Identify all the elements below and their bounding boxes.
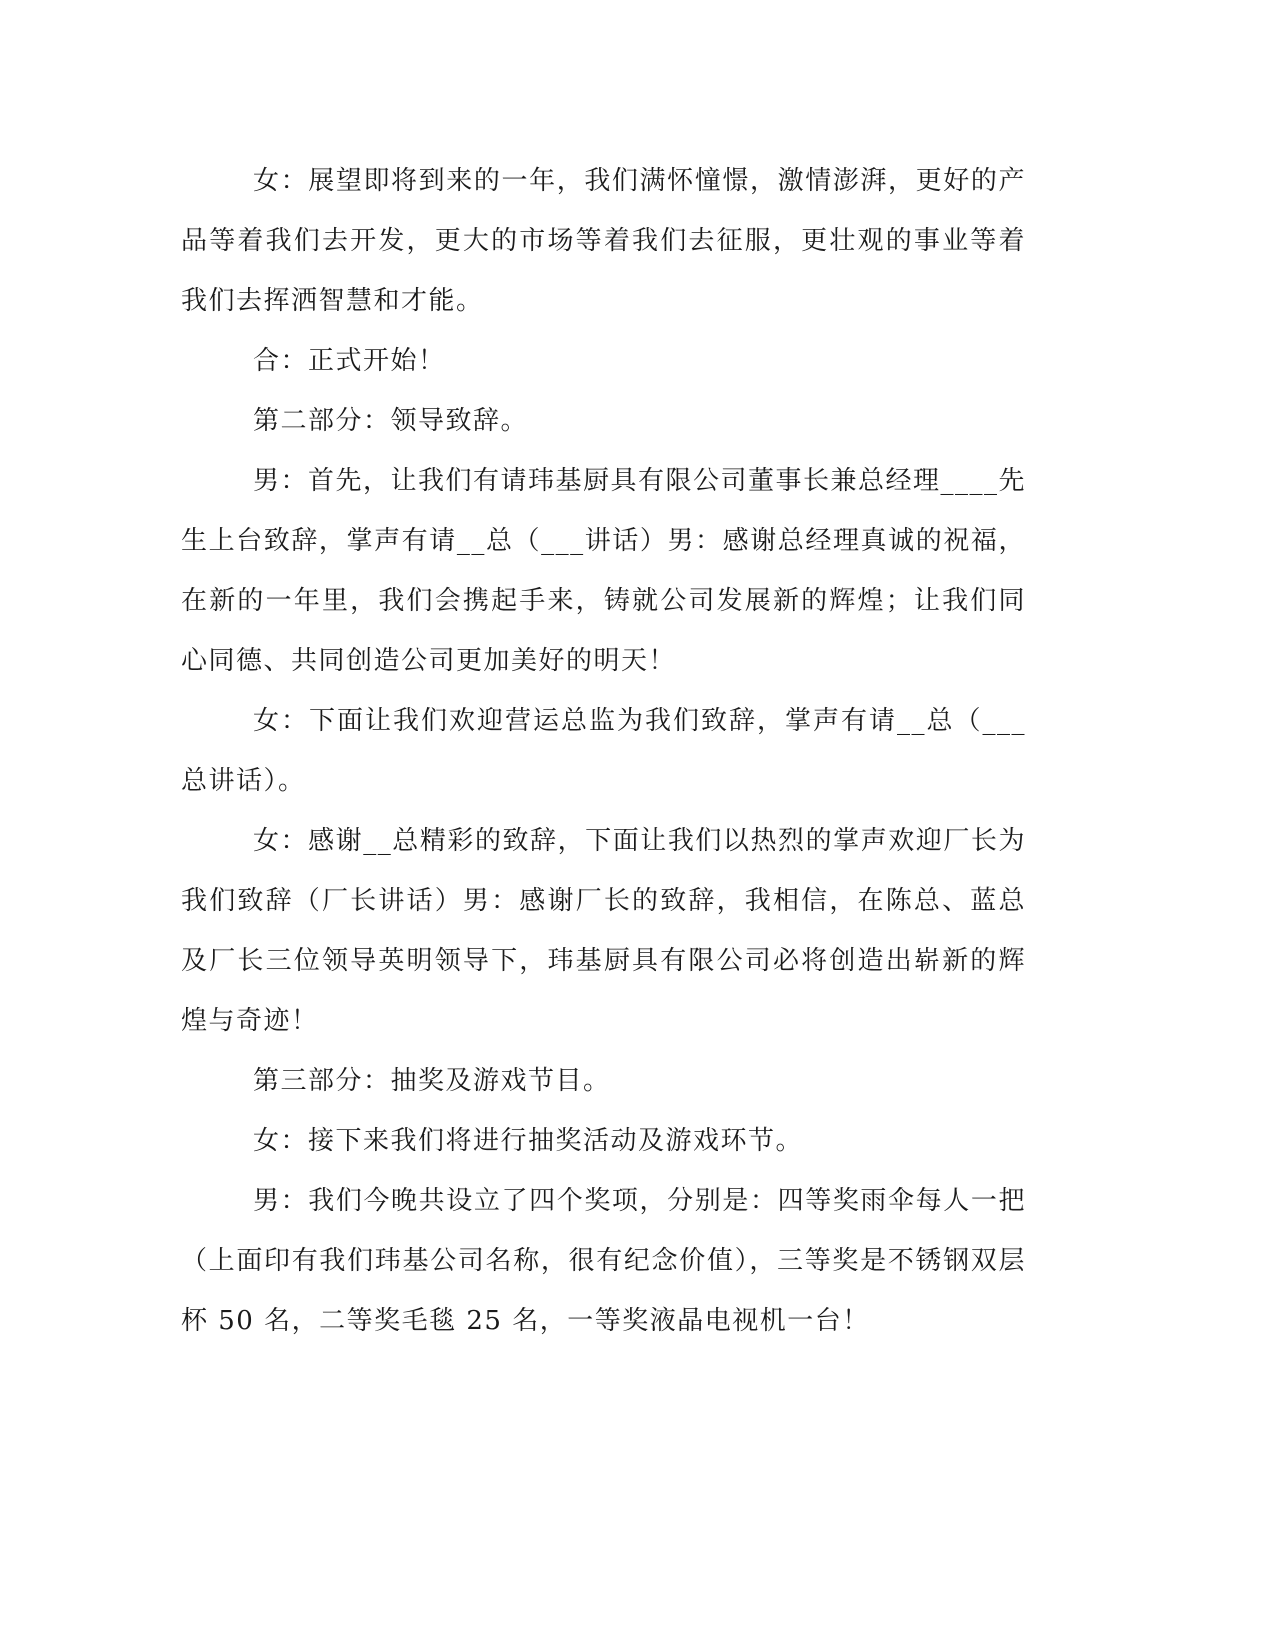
paragraph-operations-director: 女：下面让我们欢迎营运总监为我们致辞，掌声有请__总（___总讲话）。 — [181, 706, 1026, 796]
paragraph-lottery-intro: 女：接下来我们将进行抽奖活动及游戏环节。 — [253, 1126, 804, 1156]
paragraph-official-start: 合：正式开始！ — [253, 346, 446, 376]
paragraph-opening-vision: 女：展望即将到来的一年，我们满怀憧憬，激情澎湃，更好的产品等着我们去开发，更大的市场等着我们去征服，更壮观的事业等着我们去挥洒智慧和才能。 — [181, 166, 1026, 316]
section-heading-lottery-games: 第三部分：抽奖及游戏节目。 — [253, 1066, 611, 1096]
document-body — [181, 151, 1026, 1351]
paragraph-factory-director: 女：感谢__总精彩的致辞，下面让我们以热烈的掌声欢迎厂长为我们致辞（厂长讲话）男：感谢厂长的致辞，我相信，在陈总、蓝总及厂长三位领导英明领导下，玮基厨具有限公司必将创造出崭新的辉煌与奇迹！ — [181, 826, 1026, 1036]
paragraph-chairman-speech: 男：首先，让我们有请玮基厨具有限公司董事长兼总经理____先生上台致辞，掌声有请__总（___讲话）男：感谢总经理真诚的祝福，在新的一年里，我们会携起手来，铸就公司发展新的辉煌；让我们同心同德、共同创造公司更加美好的明天！ — [181, 466, 1027, 676]
paragraph-prize-list: 男：我们今晚共设立了四个奖项，分别是：四等奖雨伞每人一把（上面印有我们玮基公司名称，很有纪念价值），三等奖是不锈钢双层杯 50 名，二等奖毛毯 25 名，一等奖液晶电视机一台！ — [181, 1186, 1026, 1336]
section-heading-leader-speeches: 第二部分：领导致辞。 — [253, 406, 529, 436]
